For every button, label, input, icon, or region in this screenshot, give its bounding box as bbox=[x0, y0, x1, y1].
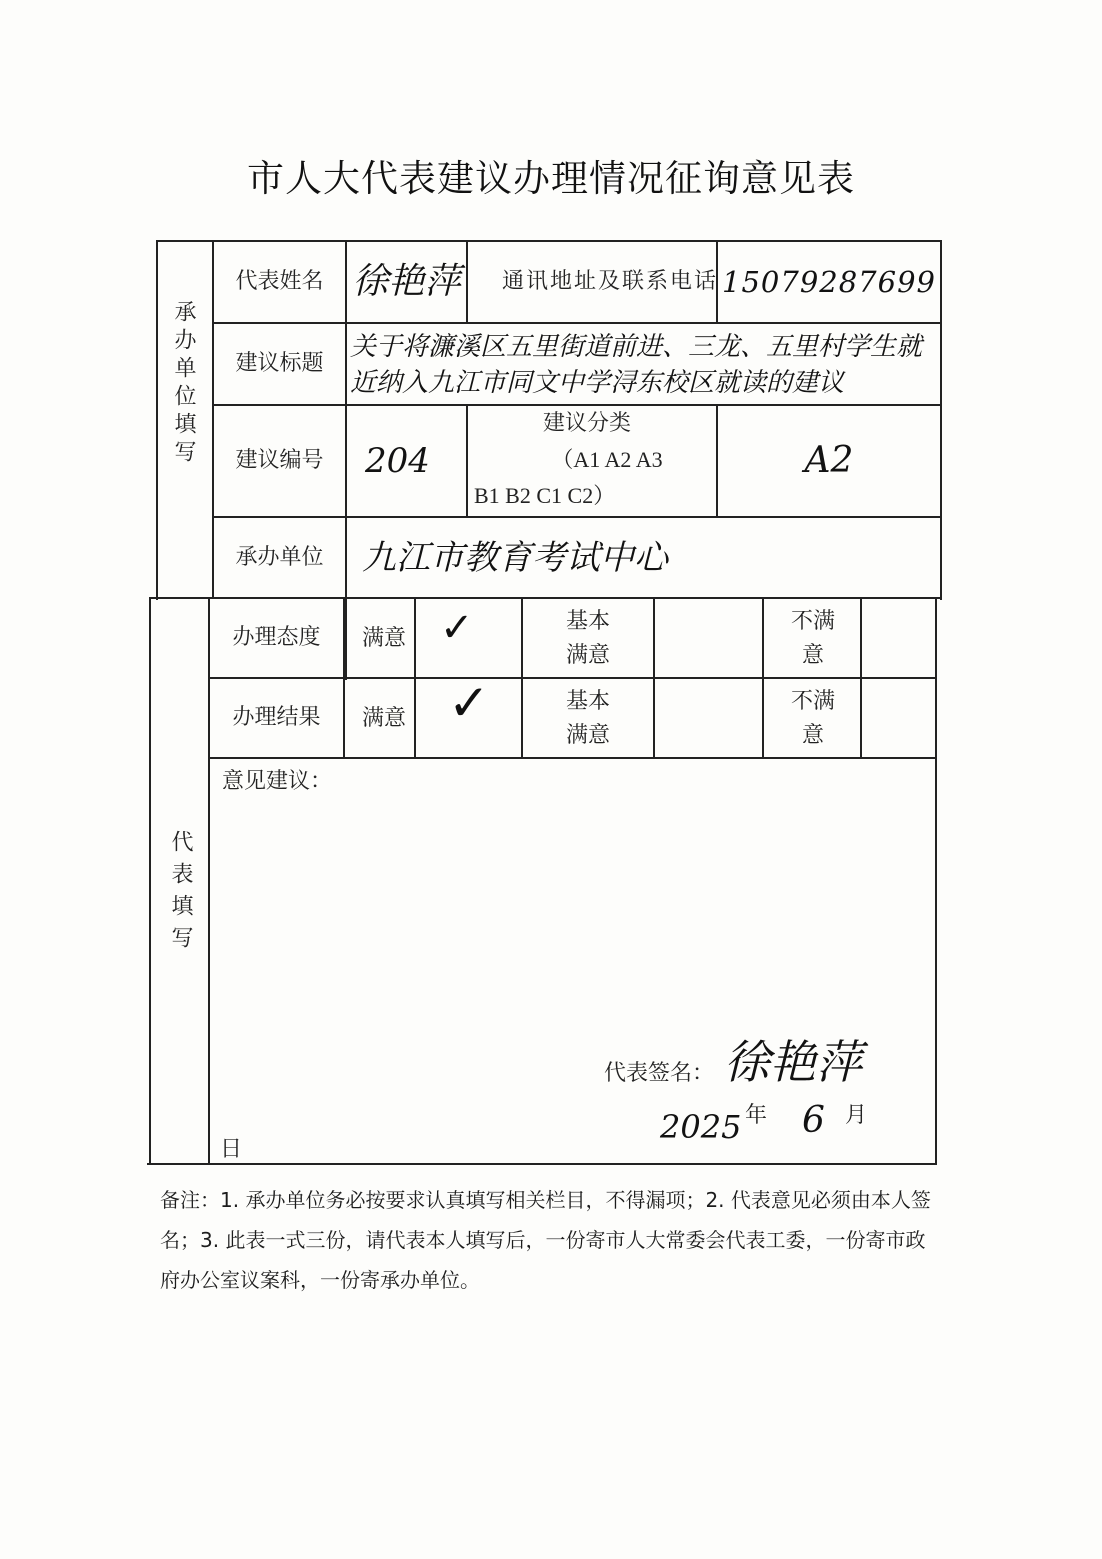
value-category: A2 bbox=[804, 440, 854, 481]
table-border-left-lower bbox=[149, 598, 151, 1165]
result-basic-label: 基本满意 bbox=[565, 689, 610, 748]
table-border-right-upper bbox=[940, 240, 942, 600]
result-satisfied-check: ✓ bbox=[448, 674, 490, 732]
label-opinion: 意见建议： bbox=[222, 769, 333, 794]
result-satisfied-label: 满意 bbox=[361, 706, 406, 731]
value-undertaking-unit: 九江市教育考试中心 bbox=[362, 537, 668, 578]
table-border-bottom bbox=[147, 1163, 935, 1165]
table-border-right-lower bbox=[935, 598, 937, 1165]
category-options-line1: （A1 A2 A3 bbox=[551, 447, 663, 472]
value-phone: 15079287699 bbox=[722, 265, 936, 299]
label-result: 办理结果 bbox=[232, 705, 321, 730]
attitude-basic-label: 基本满意 bbox=[565, 609, 610, 668]
signature-label: 代表签名： bbox=[604, 1061, 715, 1086]
label-undertaking-unit: 承办单位 bbox=[235, 544, 324, 570]
page-title: 市人大代表建议办理情况征询意见表 bbox=[247, 157, 855, 200]
signature-day-suffix: 日 bbox=[220, 1137, 243, 1162]
signature-month: 6 bbox=[802, 1100, 825, 1141]
side-label-representative: 代表填写 bbox=[168, 830, 193, 958]
label-rep-name: 代表姓名 bbox=[235, 269, 324, 294]
signature-year-suffix: 年 bbox=[745, 1103, 768, 1128]
col-sep-label-lower bbox=[343, 598, 345, 759]
value-suggestion-title: 关于将濂溪区五里街道前进、三龙、五里村学生就近纳入九江市同文中学浔东校区就读的建议 bbox=[350, 332, 923, 398]
side-label-undertaker: 承办单位填写 bbox=[171, 300, 196, 468]
label-suggestion-title: 建议标题 bbox=[235, 351, 324, 376]
label-contact: 通讯地址及联系电话 bbox=[501, 269, 718, 294]
label-suggestion-number: 建议编号 bbox=[235, 448, 324, 473]
col-sep-basic-box bbox=[762, 598, 764, 759]
col-sep-satisfied-label bbox=[414, 598, 416, 759]
signature-name: 徐艳萍 bbox=[724, 1035, 862, 1089]
value-suggestion-number: 204 bbox=[365, 441, 430, 481]
remark-note: 备注：1. 承办单位务必按要求认真填写相关栏目，不得漏项；2. 代表意见必须由本人签名；3. 此表一式三份，请代表本人填写后，一份寄市人大常委会代表工委，一份寄市政府办公室议案科，一份寄承办单位。 bbox=[160, 1188, 931, 1292]
result-unsatisfied-label: 不满意 bbox=[790, 689, 835, 748]
signature-year: 2025 bbox=[660, 1108, 742, 1146]
col-sep-basic-label bbox=[653, 598, 655, 759]
attitude-satisfied-label: 满意 bbox=[361, 626, 406, 651]
category-options-line2: B1 B2 C1 C2） bbox=[474, 483, 616, 508]
label-attitude: 办理态度 bbox=[232, 625, 321, 650]
signature-month-suffix: 月 bbox=[845, 1103, 868, 1128]
col-sep-satisfied-box bbox=[521, 598, 523, 759]
table-border-left-upper bbox=[156, 240, 158, 600]
row-sep-6 bbox=[209, 757, 937, 759]
category-cell bbox=[468, 406, 716, 516]
col-sep-unsatisfied-label bbox=[860, 598, 862, 759]
value-rep-name: 徐艳萍 bbox=[352, 261, 461, 302]
attitude-satisfied-check: ✓ bbox=[440, 605, 474, 651]
label-category: 建议分类 bbox=[542, 411, 631, 436]
attitude-unsatisfied-label: 不满意 bbox=[790, 609, 835, 668]
